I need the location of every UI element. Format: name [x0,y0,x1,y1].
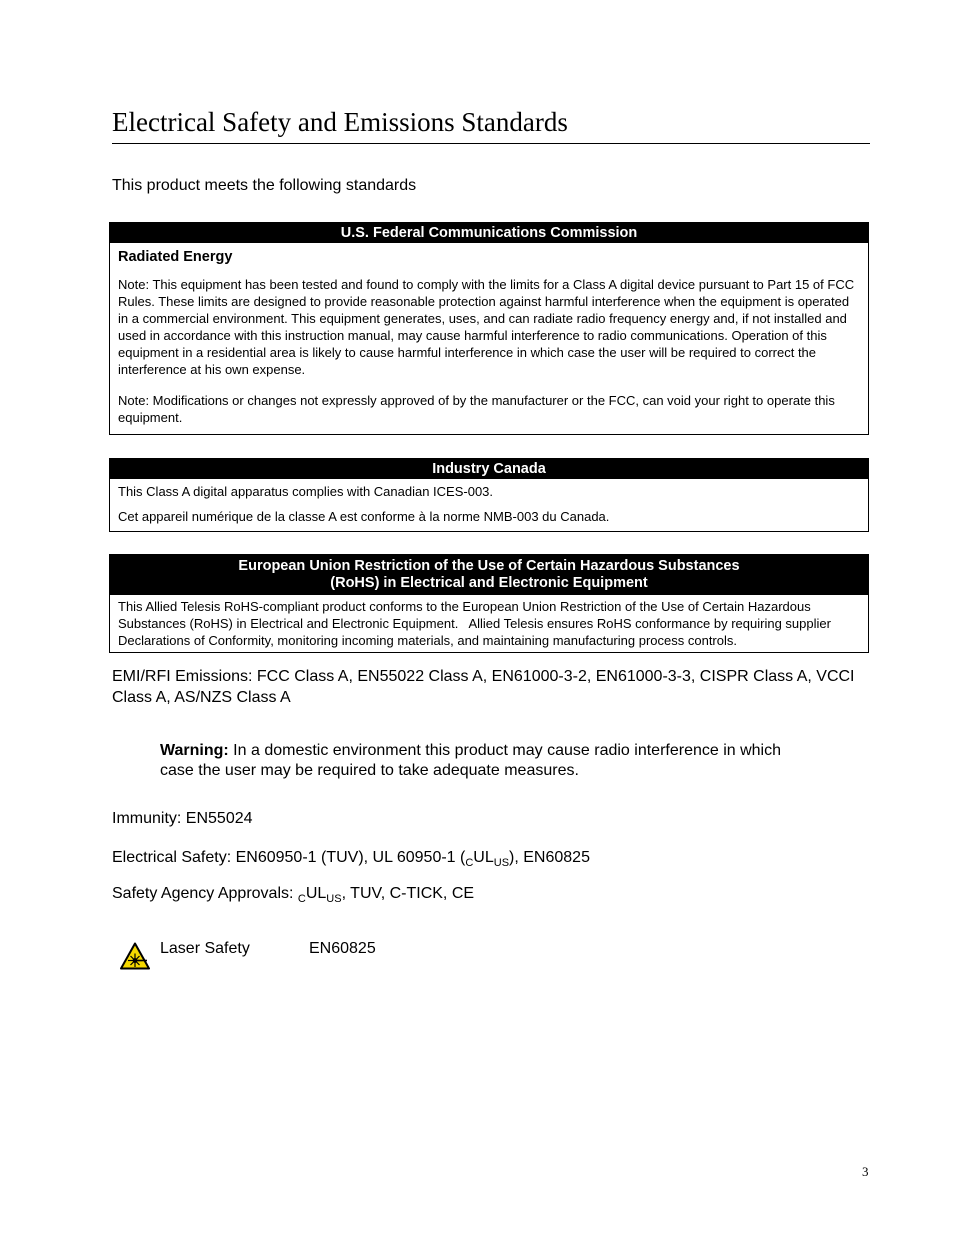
agency-sub-c: C [297,893,306,905]
intro-text: This product meets the following standards [112,177,417,194]
fcc-note-2: Note: Modifications or changes not expressly approved of by the manufacturer or the FCC, can void your right to operate this equipment. [118,393,835,425]
electrical-safety-sub-us: US [493,857,510,869]
electrical-safety-prefix: Electrical Safety: EN60950-1 (TUV), UL 60950-1 ( [112,849,466,866]
agency-prefix: Safety Agency Approvals: [112,885,298,902]
immunity-line: Immunity: EN55024 [112,810,253,827]
fcc-subheading: Radiated Energy [118,249,233,265]
emi-emissions: EMI/RFI Emissions: FCC Class A, EN55022 Class A, EN61000-3-2, EN61000-3-3, CISPR Class A, VCCI Class A, AS/NZS Class A [112,668,855,706]
warning-text: In a domestic environment this product may cause radio interference in which case the user may be required to take adequate measures. [160,742,782,779]
industry-canada-box [109,458,869,532]
fcc-note-1: Note: This equipment has been tested and found to comply with the limits for a Class A digital device pursuant to Part 15 of FCC Rules. These limits are designed to provide reasonable protection against harmful interference when the equipment is operated in a commercial environment. This equipment generates, uses, and can radiate radio frequency energy and, if not installed and used in accordance with this instruction manual, may cause harmful interference to radio communications. Operation of this equipment in a residential area is likely to cause harmful interference in which case the user will be required to correct the interference at his own expense. [118,277,855,377]
agency-ul: UL [305,885,327,902]
eu-rohs-heading-line-1: European Union Restriction of the Use of Certain Hazardous Substances [238,558,740,574]
electrical-safety-suffix: ), EN60825 [509,849,590,866]
warning-label: Warning: [160,742,229,759]
fcc-heading: U.S. Federal Communications Commission [110,223,868,243]
agency-approvals-line [112,883,474,904]
electrical-safety-sub-c: C [465,857,474,869]
laser-safety-value: EN60825 [309,940,376,957]
industry-canada-line-2: Cet appareil numérique de la classe A est conforme à la norme NMB-003 du Canada. [118,509,610,524]
eu-rohs-heading [110,555,868,595]
eu-rohs-box [109,554,869,653]
laser-safety-label: Laser Safety [160,940,250,957]
industry-canada-body [110,479,868,525]
fcc-box [109,222,869,435]
eu-rohs-body [110,595,868,649]
fcc-body [110,243,868,426]
warning-note [160,741,800,781]
agency-suffix: , TUV, C-TICK, CE [341,885,475,902]
eu-rohs-heading-line-2: (RoHS) in Electrical and Electronic Equipment [330,574,648,591]
page-number: 3 [862,1164,869,1179]
electrical-safety-ul: UL [473,849,494,866]
agency-sub-us: US [326,893,342,905]
industry-canada-heading: Industry Canada [110,459,868,479]
electrical-safety-line [112,847,590,868]
industry-canada-line-1: This Class A digital apparatus complies with Canadian ICES-003. [118,484,494,499]
laser-warning-icon [120,942,150,970]
page-title: Electrical Safety and Emissions Standards [112,106,870,144]
eu-rohs-text: This Allied Telesis RoHS-compliant product conforms to the European Union Restriction of the Use of Certain Hazardous Substances (RoHS) in Electrical and Electronic Equipment. Allied Telesis ensures RoHS conformance by requiring supplier Declarations of Conformity, monitoring incoming materials, and maintaining manufacturing process controls. [118,599,835,648]
